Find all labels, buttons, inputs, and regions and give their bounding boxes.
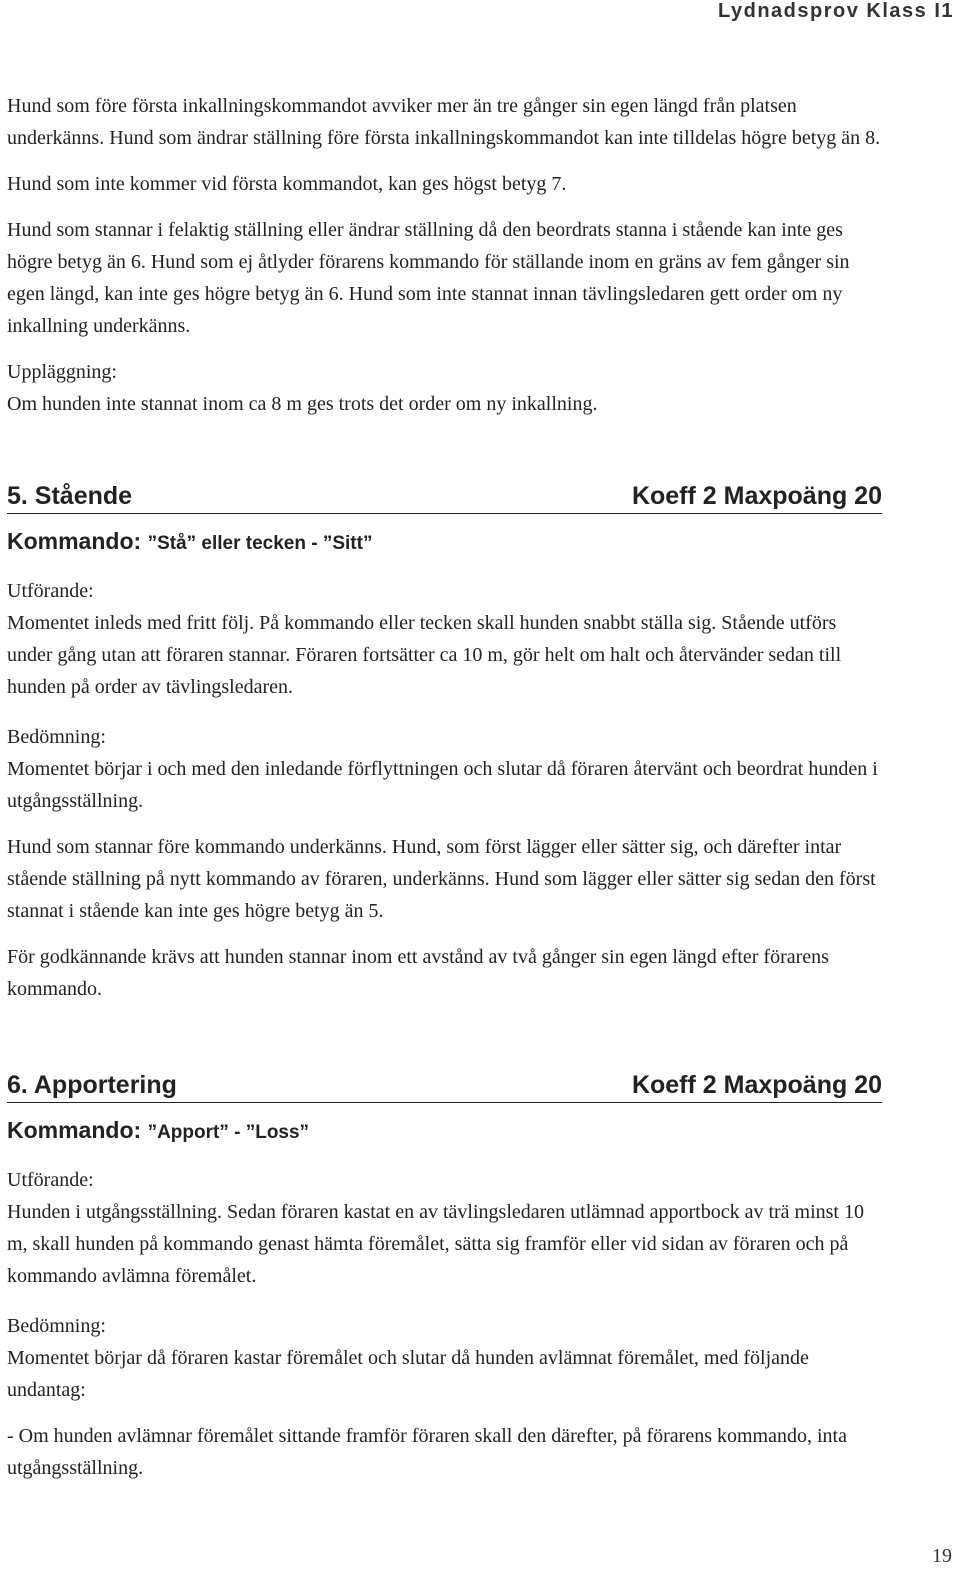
section-5-heading bbox=[7, 482, 882, 514]
section-6-bedomning-paragraph-1: Momentet börjar då föraren kastar föremålet och slutar då hunden avlämnat föremålet, med följande undantag: bbox=[7, 1347, 809, 1401]
intro-paragraph-1: Hund som före första inkallningskommandot avviker mer än tre gånger sin egen längd från platsen underkänns. Hund som ändrar ställning före första inkallningskommandot kan inte tilldelas högre betyg än 8. bbox=[7, 95, 881, 149]
page-number: 19 bbox=[932, 1545, 952, 1567]
running-header: Lydnadsprov Klass I1 bbox=[718, 0, 954, 22]
section-6-command-label: Kommando: bbox=[7, 1117, 142, 1143]
section-6-command bbox=[7, 1113, 882, 1150]
section-5-bedomning-paragraph-2: Hund som stannar före kommando underkänns. Hund, som först lägger eller sätter sig, och därefter intar stående ställning på nytt kommando av föraren, underkänns. Hund som lägger eller sätter sig sedan den först stannat i stående kan inte ges högre betyg än 5. bbox=[7, 836, 876, 922]
upplaggning-label: Uppläggning: bbox=[7, 361, 117, 383]
intro-paragraph-2: Hund som inte kommer vid första kommandot, kan ges högst betyg 7. bbox=[7, 173, 567, 195]
upplaggning-text: Om hunden inte stannat inom ca 8 m ges trots det order om ny inkallning. bbox=[7, 393, 598, 415]
section-5-command-label: Kommando: bbox=[7, 528, 142, 554]
section-6-koeff: Koeff 2 Maxpoäng 20 bbox=[631, 1071, 882, 1099]
section-5-utforande-label: Utförande: bbox=[7, 580, 94, 602]
section-6-utforande-label: Utförande: bbox=[7, 1169, 94, 1191]
section-6-bedomning-paragraph-2: - Om hunden avlämnar föremålet sittande framför föraren skall den därefter, på förarens kommando, inta utgångsställning. bbox=[7, 1425, 847, 1479]
section-5-command-value: ”Stå” eller tecken - ”Sitt” bbox=[147, 533, 373, 554]
section-5-bedomning-paragraph-1: Momentet börjar i och med den inledande förflyttningen och slutar då föraren återvänt och beordrat hunden i utgångsställning. bbox=[7, 758, 878, 812]
section-6-title: 6. Apportering bbox=[7, 1071, 177, 1099]
section-5-title: 5. Stående bbox=[7, 482, 133, 510]
section-6-utforande-text: Hunden i utgångsställning. Sedan föraren kastat en av tävlingsledaren utlämnad apportbock av trä minst 10 m, skall hunden på kommando genast hämta föremålet, sätta sig framför eller vid sidan av föraren och på kommando avlämna föremålet. bbox=[7, 1201, 864, 1287]
section-6-heading bbox=[7, 1071, 882, 1103]
section-6-command-value: ”Apport” - ”Loss” bbox=[147, 1122, 310, 1143]
section-5-utforande-text: Momentet inleds med fritt följ. På kommando eller tecken skall hunden snabbt ställa sig. Stående utförs under gång utan att föraren stannar. Föraren fortsätter ca 10 m, gör helt om halt och återvänder sedan till hunden på order av tävlingsledaren. bbox=[7, 612, 842, 698]
section-5-command bbox=[7, 524, 882, 561]
section-5-bedomning-paragraph-3: För godkännande krävs att hunden stannar inom ett avstånd av två gånger sin egen längd efter förarens kommando. bbox=[7, 946, 829, 1000]
section-5-bedomning-label: Bedömning: bbox=[7, 726, 106, 748]
section-5-koeff: Koeff 2 Maxpoäng 20 bbox=[631, 482, 882, 510]
intro-paragraph-3: Hund som stannar i felaktig ställning eller ändrar ställning då den beordrats stanna i stående kan inte ges högre betyg än 6. Hund som ej åtlyder förarens kommando för ställande inom en gräns av fem gånger sin egen längd, kan inte ges högre betyg än 6. Hund som inte stannat innan tävlingsledaren gett order om ny inkallning underkänns. bbox=[7, 219, 850, 337]
page-content bbox=[7, 90, 882, 1484]
section-6-bedomning-label: Bedömning: bbox=[7, 1315, 106, 1337]
